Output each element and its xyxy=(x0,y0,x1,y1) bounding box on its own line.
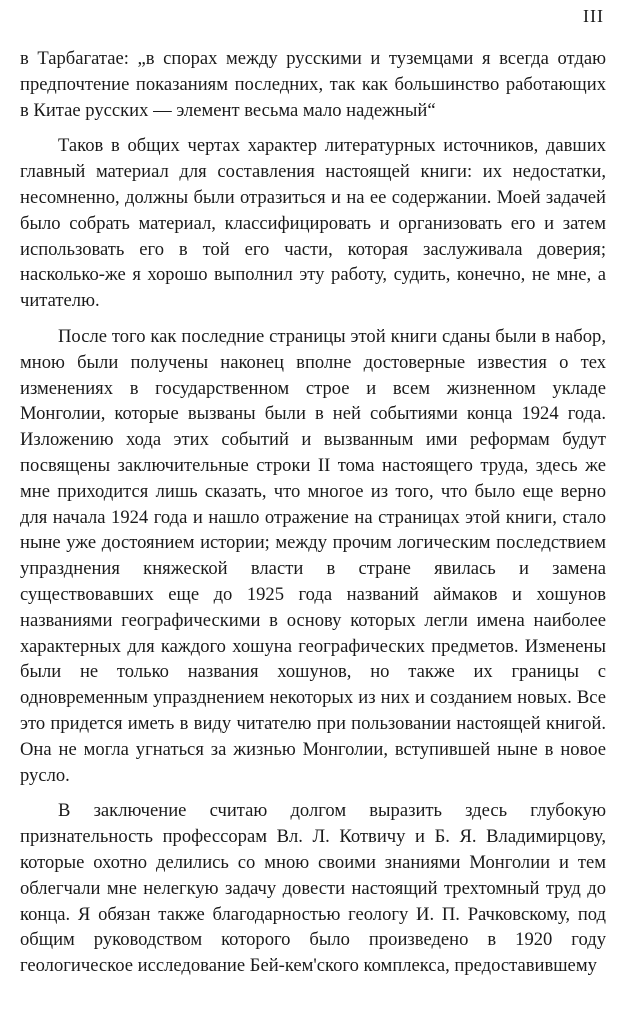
paragraph-changes: После того как последние страницы этой книги сданы были в набор, мною были получены наконец вполне достоверные известия о тех изменениях в государственном строе и всем жизненном укладе Монголии, которые вызваны были в ней событиями конца 1924 года. Изложению хода этих событий и вызванным ими реформам будут посвящены заключительные строки II тома настоящего труда, здесь же мне приходится лишь сказать, что многое из того, что было еще верно для начала 1924 года и нашло отражение на страницах этой книги, стало ныне уже достоянием истории; между прочим логическим последствием упразднения княжеской власти в стране явилась и замена существовавших еще до 1925 года названий аймаков и хошунов названиями географическими в основу которых легли имена наиболее характерных для каждого хошуна географических предметов. Изменены были не только названия хошунов, но также их границы с одновременным упразднением некоторых из них и созданием новых. Все это придется иметь в виду читателю при пользовании настоящей книгой. Она не могла угнаться за жизнью Монголии, вступившей ныне в новое русло. xyxy=(20,325,606,786)
body-text xyxy=(20,46,606,979)
paragraph-continuation: в Тарбагатае: „в спорах между русскими и туземцами я всегда отдаю предпочтение показаниям последних, так как большинство работающих в Китае русских — элемент весьма мало надежный“ xyxy=(20,48,606,121)
page-number: III xyxy=(583,6,604,26)
paragraph-acknowledgements: В заключение считаю долгом выразить здесь глубокую признательность профессорам Вл. Л. Котвичу и Б. Я. Владимирцову, которые охотно делились со мною своими знаниями Монголии и тем облегчали мне нелегкую задачу довести настоящий трехтомный труд до конца. Я обязан также благодарностью геологу И. П. Рачковскому, под общим руководством которого было произведено в 1920 году геологическое исследование Бей-кем'ского комплекса, предоставившему xyxy=(20,800,606,977)
paragraph-sources: Таков в общих чертах характер литературных источников, давших главный материал для составления настоящей книги: их недостатки, несомненно, должны были отразиться и на ее содержании. Моей задачей было собрать материал, классифицировать и организовать его и затем использовать его в той его части, которая заслуживала доверия; насколько-же я хорошо выполнил эту работу, судить, конечно, не мне, а читателю. xyxy=(20,135,606,312)
